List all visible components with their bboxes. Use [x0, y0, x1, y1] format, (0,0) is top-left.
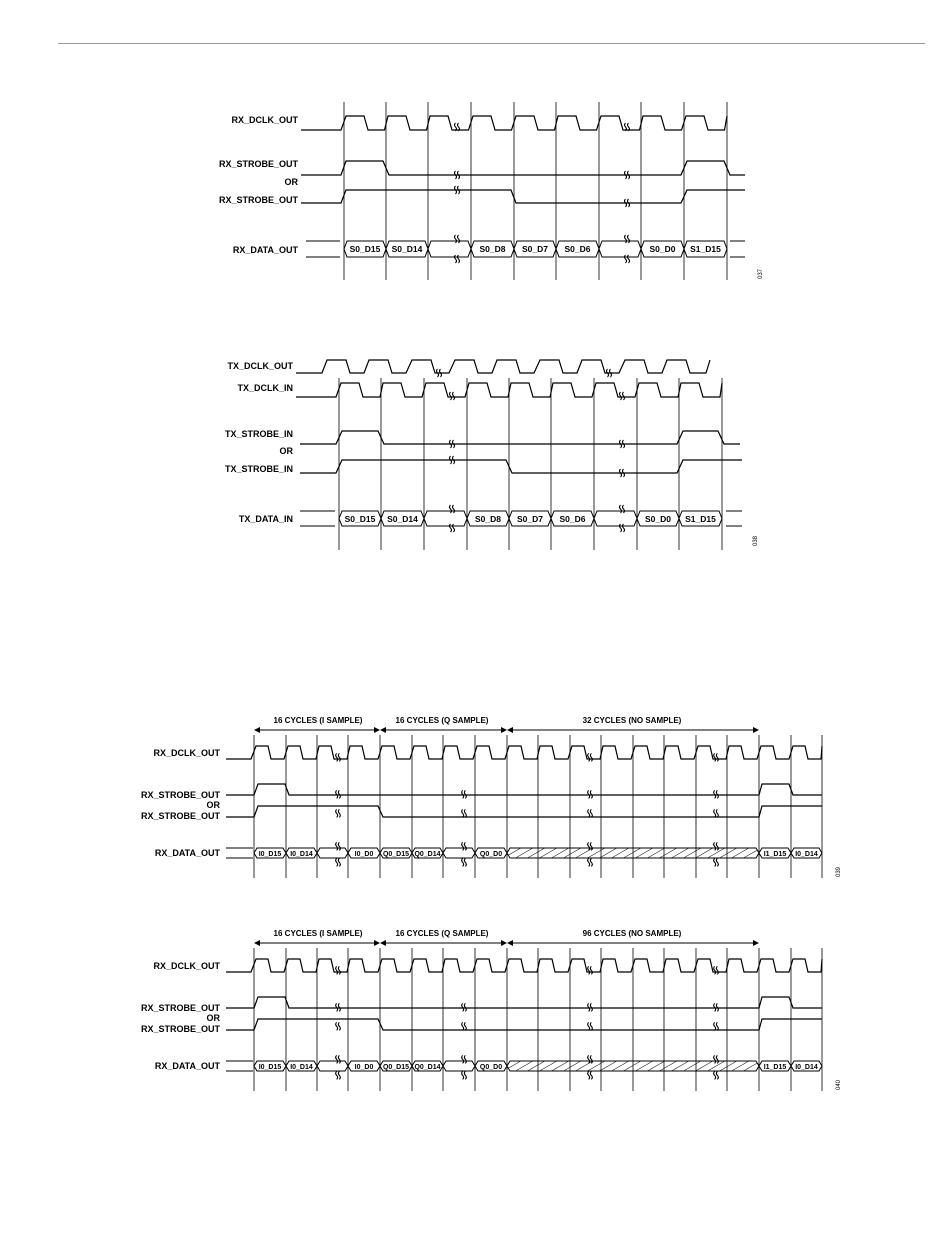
page-top-rule [58, 43, 925, 44]
break-mark-icon [462, 1055, 467, 1063]
span-label: 16 CYCLES (Q SAMPLE) [395, 716, 489, 725]
data-word-label: I0_D15 [258, 1064, 282, 1071]
data-word-label: I0_D0 [354, 1064, 374, 1071]
signal-label: OR [279, 446, 293, 456]
break-mark-icon [588, 966, 593, 974]
data-word-label: S1_D15 [690, 244, 721, 254]
signal-label: RX_DCLK_OUT [153, 748, 220, 758]
rx-strobe-out-level-waveform [226, 806, 822, 817]
rx-strobe-out-pulse-waveform [226, 997, 822, 1008]
signal-label: RX_STROBE_OUT [140, 1024, 220, 1034]
data-word-cell [424, 511, 467, 526]
data-word-label: S0_D7 [522, 244, 548, 254]
data-word-label: S0_D8 [479, 244, 506, 254]
break-mark-icon [455, 235, 460, 243]
data-word-label: Q0_D0 [479, 1064, 503, 1071]
signal-label: OR [206, 800, 220, 810]
break-mark-icon [462, 809, 467, 817]
timing-diagram-96-cycle-gap [0, 918, 950, 1098]
break-mark-icon [714, 858, 719, 866]
rx-dclk-out-waveform [226, 746, 822, 759]
data-word-label: S0_D15 [344, 514, 376, 524]
data-word-label: Q0_D14 [414, 851, 441, 858]
break-mark-icon [714, 966, 719, 974]
break-mark-icon [336, 809, 341, 817]
span-label: 96 CYCLES (NO SAMPLE) [582, 929, 682, 938]
break-mark-icon [462, 1022, 467, 1030]
timing-diagram-32-cycle-gap [0, 705, 950, 885]
break-mark-icon [336, 1071, 341, 1079]
break-mark-icon [455, 255, 460, 263]
signal-label: TX_DCLK_IN [237, 383, 293, 393]
break-mark-icon [588, 1022, 593, 1030]
break-mark-icon [336, 966, 341, 974]
data-word-cell [317, 1061, 348, 1071]
span-label: 16 CYCLES (I SAMPLE) [273, 716, 363, 725]
break-mark-icon [714, 753, 719, 761]
data-word-cell [599, 241, 641, 257]
data-word-label: I0_D0 [354, 851, 374, 858]
signal-label: RX_STROBE_OUT [140, 1003, 220, 1013]
figure-number: 040 [836, 1079, 842, 1090]
data-word-label: S0_D0 [645, 514, 671, 524]
signal-label: RX_STROBE_OUT [140, 811, 220, 821]
data-word-cell [317, 848, 348, 858]
data-word-cell [428, 241, 471, 257]
data-word-label: S0_D7 [517, 514, 543, 524]
break-mark-icon [588, 753, 593, 761]
rx-strobe-out-level-waveform [301, 190, 745, 203]
rx-strobe-out-pulse-waveform [226, 784, 822, 795]
break-mark-icon [625, 255, 630, 263]
data-word-label: S1_D15 [685, 514, 716, 524]
break-mark-icon [462, 858, 467, 866]
data-word-cell [443, 848, 475, 858]
signal-label: RX_DATA_OUT [154, 848, 220, 858]
data-word-label: I0_D15 [258, 851, 282, 858]
data-word-label: Q0_D14 [414, 1064, 441, 1071]
data-word-label: S0_D0 [649, 244, 676, 254]
signal-label: TX_DCLK_OUT [227, 361, 293, 371]
data-word-label: I0_D14 [290, 1064, 313, 1071]
tx-strobe-in-level-waveform [300, 460, 742, 473]
signal-label: RX_STROBE_OUT [140, 790, 220, 800]
figure-number: 039 [836, 866, 842, 877]
signal-label: OR [284, 177, 298, 187]
break-mark-icon [450, 505, 455, 513]
signal-label: RX_DATA_OUT [154, 1061, 220, 1071]
tx-dclk-out-waveform [296, 360, 710, 373]
signal-label: OR [206, 1013, 220, 1023]
span-label: 16 CYCLES (Q SAMPLE) [395, 929, 489, 938]
break-mark-icon [714, 1022, 719, 1030]
data-word-label: I1_D15 [763, 851, 787, 858]
break-mark-icon [462, 1071, 467, 1079]
figure-number: 038 [753, 535, 759, 546]
break-mark-icon [336, 1055, 341, 1063]
signal-label: TX_STROBE_IN [224, 464, 293, 474]
data-word-label: S0_D6 [559, 514, 586, 524]
data-word-label: S0_D8 [475, 514, 501, 524]
tx-strobe-in-pulse-waveform [300, 431, 740, 444]
data-word-label: S0_D14 [391, 244, 423, 254]
break-mark-icon [620, 524, 625, 532]
signal-label: TX_STROBE_IN [224, 429, 293, 439]
span-label: 32 CYCLES (NO SAMPLE) [582, 716, 682, 725]
data-word-label: I0_D14 [290, 851, 313, 858]
break-mark-icon [588, 858, 593, 866]
data-word-label: Q0_D15 [382, 1064, 410, 1071]
data-word-label: S0_D6 [564, 244, 591, 254]
signal-label: RX_STROBE_OUT [218, 195, 298, 205]
signal-label: RX_DATA_OUT [232, 245, 298, 255]
break-mark-icon [336, 753, 341, 761]
span-label: 16 CYCLES (I SAMPLE) [273, 929, 363, 938]
data-word-label: Q0_D15 [382, 851, 410, 858]
break-mark-icon [625, 235, 630, 243]
data-word-label: I1_D15 [763, 1064, 787, 1071]
data-word-cell [594, 511, 637, 526]
rx-strobe-out-pulse-waveform [301, 161, 745, 175]
signal-label: RX_DCLK_OUT [153, 961, 220, 971]
break-mark-icon [620, 392, 625, 400]
break-mark-icon [714, 1071, 719, 1079]
data-word-label: I0_D14 [795, 1064, 818, 1071]
signal-label: TX_DATA_IN [238, 514, 293, 524]
rx-strobe-out-level-waveform [226, 1019, 822, 1030]
figure-number: 037 [758, 268, 764, 279]
timing-diagram-rx-strobe [0, 95, 950, 290]
rx-dclk-out-waveform [226, 959, 822, 972]
break-mark-icon [588, 1071, 593, 1079]
timing-diagram-tx-strobe [0, 350, 950, 555]
break-mark-icon [336, 842, 341, 850]
signal-label: RX_STROBE_OUT [218, 159, 298, 169]
data-word-label: S0_D15 [349, 244, 381, 254]
data-word-label: I0_D14 [795, 851, 818, 858]
break-mark-icon [336, 858, 341, 866]
signal-label: RX_DCLK_OUT [231, 115, 298, 125]
break-mark-icon [588, 809, 593, 817]
break-mark-icon [336, 1022, 341, 1030]
data-word-label: Q0_D0 [479, 851, 503, 858]
break-mark-icon [450, 392, 455, 400]
break-mark-icon [462, 842, 467, 850]
break-mark-icon [450, 524, 455, 532]
break-mark-icon [620, 505, 625, 513]
data-word-cell [443, 1061, 475, 1071]
break-mark-icon [714, 809, 719, 817]
data-word-label: S0_D14 [387, 514, 418, 524]
